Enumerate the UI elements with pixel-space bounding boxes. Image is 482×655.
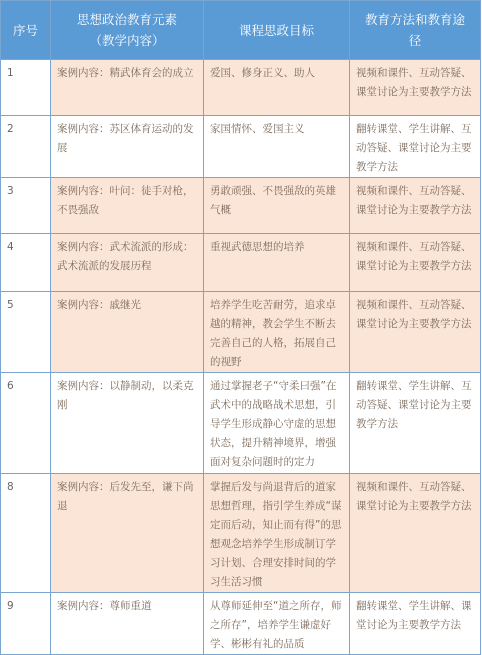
row-content: 案例内容：精武体育会的成立 [51,60,204,116]
row-method: 视频和课件、互动答疑、课堂讨论为主要教学方法 [350,178,481,234]
row-content: 案例内容：戚继光 [51,292,204,373]
row-content: 案例内容：后发先至，谦下尚退 [51,474,204,593]
table-row [1,593,481,655]
row-number: 5 [1,292,51,373]
row-method: 翻转课堂、学生讲解、课堂讨论为主要教学方法 [350,593,481,655]
header-goal: 课程思政目标 [204,1,350,60]
table-row [1,292,481,373]
table-row [1,116,481,178]
row-method: 翻转课堂、学生讲解、互动答疑、课堂讨论为主要教学方法 [350,116,481,178]
row-goal: 掌握后发与尚退背后的道家思想哲理，指引学生养成“谋定而后动，知止而有得”的思想观念培养学生形成制订学习计划、合理安排时间的学习生活习惯 [204,474,350,593]
table-row [1,234,481,292]
row-number: 8 [1,474,51,593]
table-row [1,474,481,593]
row-content: 案例内容：以静制动，以柔克刚 [51,373,204,474]
row-goal: 从尊师延伸至“道之所存，师之所存”，培养学生谦虚好学、彬彬有礼的品质 [204,593,350,655]
row-goal: 通过掌握老子“守柔曰强”在武术中的战略战术思想，引导学生形成静心守虚的思想状态，提升精神境界，增强面对复杂问题时的定力 [204,373,350,474]
row-method: 视频和课件、互动答疑、课堂讨论为主要教学方法 [350,474,481,593]
header-element: 思想政治教育元素 （教学内容） [51,1,204,60]
table-row [1,178,481,234]
row-content: 案例内容：叶问：徒手对枪，不畏强敌 [51,178,204,234]
row-goal: 家国情怀、爱国主义 [204,116,350,178]
row-content: 案例内容：武术流派的形成：武术流派的发展历程 [51,234,204,292]
row-number: 2 [1,116,51,178]
row-goal: 培养学生吃苦耐劳，追求卓越的精神，教会学生不断去完善自己的人格，拓展自己的视野 [204,292,350,373]
row-number: 4 [1,234,51,292]
row-method: 翻转课堂、学生讲解、互动答疑、课堂讨论为主要教学方法 [350,373,481,474]
row-number: 1 [1,60,51,116]
header-row [1,1,481,60]
row-method: 视频和课件、互动答疑、课堂讨论为主要教学方法 [350,234,481,292]
row-method: 视频和课件、互动答疑、课堂讨论为主要教学方法 [350,292,481,373]
row-number: 9 [1,593,51,655]
row-method: 视频和课件、互动答疑、课堂讨论为主要教学方法 [350,60,481,116]
row-content: 案例内容：苏区体育运动的发展 [51,116,204,178]
table-row [1,60,481,116]
table-row [1,373,481,474]
row-goal: 勇敢顽强、不畏强敌的英雄气概 [204,178,350,234]
row-content: 案例内容：尊师重道 [51,593,204,655]
row-number: 3 [1,178,51,234]
header-method: 教育方法和教育途径 [350,1,481,60]
header-number: 序号 [1,1,51,60]
row-goal: 重视武德思想的培养 [204,234,350,292]
row-goal: 爱国、修身正义、助人 [204,60,350,116]
row-number: 6 [1,373,51,474]
